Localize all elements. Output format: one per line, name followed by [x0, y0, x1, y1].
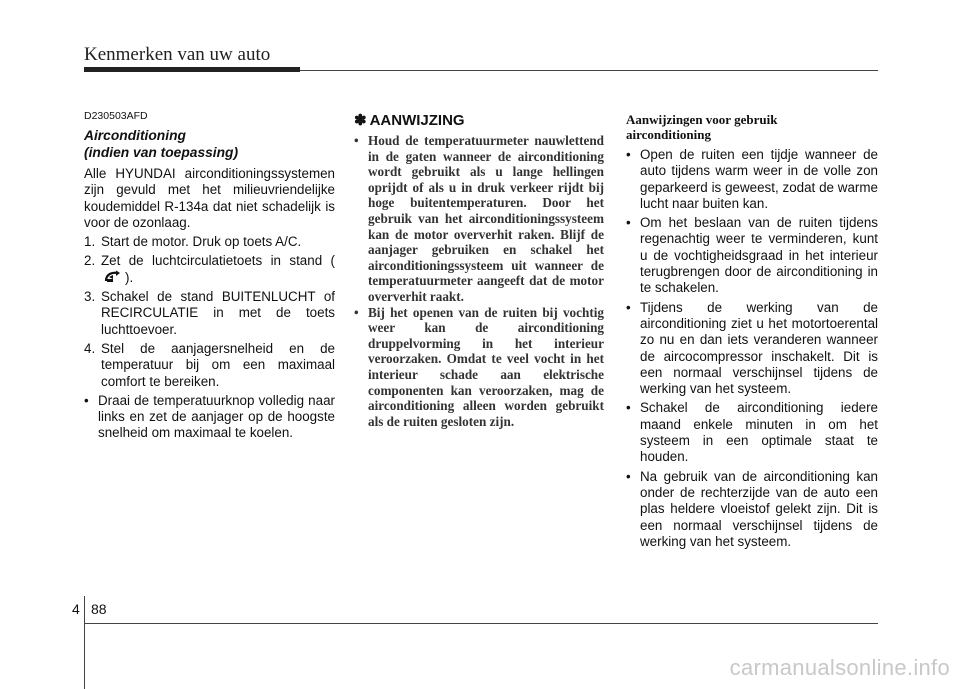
- step-text: Start de motor. Druk op toets A/C.: [101, 234, 302, 250]
- step-text: Stel de aanjagersnelheid en de temperatuur bij om een maximaal comfort te bereiken.: [101, 340, 335, 389]
- tip-item: [626, 400, 878, 465]
- step-number: 3.: [84, 289, 96, 305]
- step-item: [84, 341, 335, 390]
- intro-paragraph: Alle HYUNDAI airconditioningssystemen zijn gevuld met het milieuvriendelijke koudemiddel R-134a dat niet schadelijk is voor de ozonlaag.: [84, 166, 335, 230]
- section-subheading: (indien van toepassing): [84, 145, 239, 160]
- footer-rule: [84, 623, 878, 624]
- step-item: [84, 234, 335, 250]
- note-title-text: AANWIJZING: [369, 112, 465, 129]
- note-star-icon: ✽: [354, 112, 367, 129]
- tip-text: Open de ruiten een tijdje wanneer de auto tijdens warm weer in de volle zon geparkeerd is geweest, zodat de warme lucht naar buiten kan.: [640, 147, 878, 211]
- section-heading: Airconditioning: [84, 128, 186, 143]
- step-item: [84, 393, 335, 442]
- note-title: [354, 112, 604, 130]
- note-item-text: Bij het openen van de ruiten bij vochtig weer kan de airconditioning druppelvorming in het interieur veroorzaken. Omdat te veel vocht in het interieur schade aan elektrische componenten kan veroorzaken, mag de airconditioning alleen worden gebruikt als de ruiten gesloten zijn.: [368, 304, 604, 429]
- step-text-before: Zet de luchtcirculatietoets in stand (: [101, 253, 335, 269]
- note-column: [354, 112, 604, 429]
- step-number: 4.: [84, 340, 96, 356]
- bullet: •: [626, 299, 631, 315]
- bullet: •: [354, 304, 359, 320]
- page-header-title: Kenmerken van uw auto: [84, 44, 271, 65]
- section-code: D230503AFD: [84, 110, 148, 122]
- page-number: 88: [91, 601, 107, 617]
- tip-item: [626, 147, 878, 212]
- bullet: •: [354, 133, 359, 148]
- left-column: [84, 110, 335, 442]
- note-item: [354, 133, 604, 305]
- step-item: [84, 253, 335, 286]
- step-text-after: ).: [125, 269, 134, 285]
- tips-list: [626, 147, 878, 550]
- step-number: 2.: [84, 253, 96, 269]
- step-text: [101, 253, 335, 286]
- bullet: •: [626, 215, 631, 231]
- tips-title-line2: airconditioning: [626, 127, 712, 142]
- step-list: [84, 234, 335, 442]
- bullet: •: [626, 147, 631, 162]
- step-text: Draai de temperatuurknop volledig naar links en zet de aanjager op de hoogste snelheid om maximaal te koelen.: [98, 392, 335, 441]
- chapter-number: 4: [72, 601, 80, 617]
- tip-item: [626, 300, 878, 398]
- tips-column: [626, 112, 878, 550]
- header-rule-thin: [300, 70, 878, 71]
- bullet: •: [626, 468, 631, 484]
- recirculation-icon: [104, 270, 122, 283]
- tips-title-line1: Aanwijzingen voor gebruik: [626, 112, 778, 127]
- header-rule-thick: [84, 67, 300, 72]
- step-number: 1.: [84, 234, 96, 250]
- note-item: [354, 305, 604, 430]
- bullet: •: [84, 392, 89, 408]
- tip-text: Na gebruik van de airconditioning kan onder de rechterzijde van de auto een plas heldere vloeistof gelekt zijn. Dit is een normaal verschijnsel tijdens de werking van het systeem.: [640, 468, 878, 549]
- step-item: [84, 289, 335, 338]
- tip-text: Schakel de airconditioning iedere maand enkele minuten in om het systeem in een optimale staat te houden.: [640, 400, 878, 465]
- note-item-text: Houd de temperatuurmeter nauwlettend in de gaten wanneer de airconditioning wordt gebruikt als u lange hellingen oprijdt of als u in druk verkeer rijdt bij hoge buitentemperaturen. Door het gebruik van het airconditioningssysteem kan de motor oververhit raken. Blijf de aanjager gebruiken en schakel het airconditioningssysteem uit wanneer de temperatuurmeter aangeeft dat de motor oververhit raakt.: [368, 133, 604, 304]
- tip-item: [626, 469, 878, 550]
- watermark: carmanualsonline.info: [729, 655, 950, 680]
- step-text: Schakel de stand BUITENLUCHT of RECIRCULATIE in met de toets luchttoevoer.: [101, 289, 335, 337]
- bullet: •: [626, 400, 631, 416]
- tips-title: [626, 112, 878, 142]
- tip-item: [626, 215, 878, 296]
- tip-text: Tijdens de werking van de airconditioning ziet u het motortoerental zo nu en dan iets veranderen wanneer de aircocompressor inschakelt. Dit is een normaal verschijnsel tijdens de werking van het systeem.: [640, 299, 878, 397]
- tip-text: Om het beslaan van de ruiten tijdens regenachtig weer te verminderen, kunt u de vochtigheidsgraad in het interieur terugbrengen door de airconditioning in te schakelen.: [640, 215, 878, 296]
- footer-divider: [84, 596, 85, 689]
